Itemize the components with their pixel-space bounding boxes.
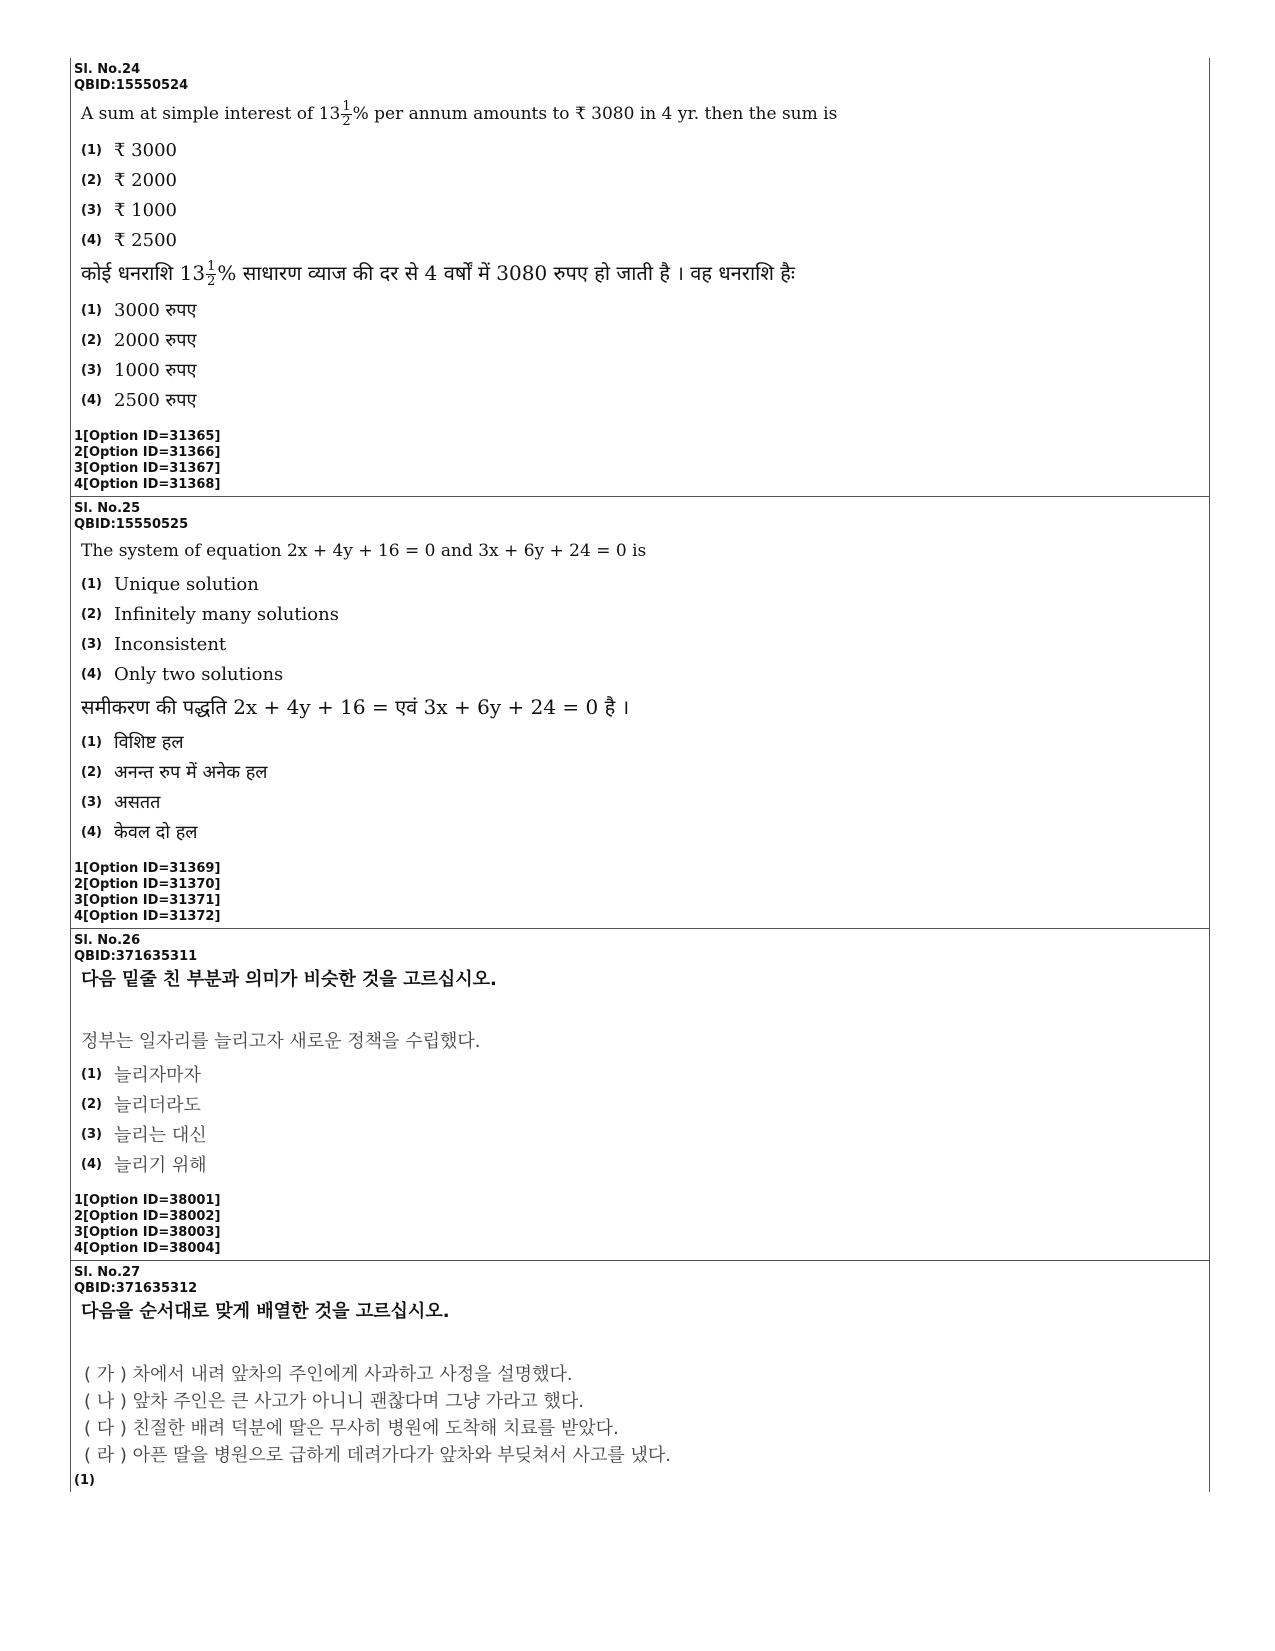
serial-number: Sl. No.25 — [74, 501, 141, 516]
option-1[interactable]: (1) ₹ 3000 — [81, 139, 177, 161]
option-2-hi[interactable]: (2) अनन्त रुप में अनेक हल — [81, 762, 268, 783]
option-3-hi[interactable]: (3) 1000 रुपए — [81, 360, 197, 381]
list-item: ( 가 ) 차에서 내려 앞차의 주인에게 사과하고 사정을 설명했다. — [84, 1364, 573, 1385]
option-ids: 1[Option ID=31369] 2[Option ID=31370] 3[Option ID=31371] 4[Option ID=31372] — [74, 861, 221, 924]
option-4[interactable]: (4) ₹ 2500 — [81, 229, 177, 251]
question-stem: 정부는 일자리를 늘리고자 새로운 정책을 수립했다. — [81, 1031, 481, 1052]
option-4[interactable]: (4) 늘리기 위해 — [81, 1155, 207, 1176]
option-2[interactable]: (2) Infinitely many solutions — [81, 603, 339, 625]
qbid: QBID:15550524 — [74, 78, 189, 93]
option-2[interactable]: (2) 늘리더라도 — [81, 1095, 201, 1116]
option-1-hi[interactable]: (1) 3000 रुपए — [81, 300, 197, 321]
option-ids: 1[Option ID=38001] 2[Option ID=38002] 3[Option ID=38003] 4[Option ID=38004] — [74, 1193, 221, 1256]
option-1[interactable]: (1) — [74, 1473, 95, 1488]
qbid: QBID:15550525 — [74, 517, 189, 532]
fraction: $\frac{1}{2}$ — [342, 99, 351, 129]
option-1[interactable]: (1) 늘리자마자 — [81, 1065, 201, 1086]
question-text-hi: कोई धनराशि 13 $\frac{1}{2}$ % साधारण व्याज की दर से 4 वर्षों में 3080 रुपए हो जाती है । वह धनराशि हैः — [81, 259, 795, 289]
option-1[interactable]: (1) Unique solution — [81, 573, 259, 595]
option-4-hi[interactable]: (4) 2500 रुपए — [81, 390, 197, 411]
list-item: ( 다 ) 친절한 배려 덕분에 딸은 무사히 병원에 도착해 치료를 받았다. — [84, 1418, 619, 1439]
list-item: ( 나 ) 앞차 주인은 큰 사고가 아니니 괜찮다며 그냥 가라고 했다. — [84, 1391, 585, 1412]
serial-number: Sl. No.26 — [74, 933, 141, 948]
serial-number: Sl. No.27 — [74, 1265, 141, 1280]
question-block-27 — [71, 1261, 1209, 1492]
option-3[interactable]: (3) ₹ 1000 — [81, 199, 177, 221]
question-sheet — [70, 58, 1210, 1492]
option-2[interactable]: (2) ₹ 2000 — [81, 169, 177, 191]
question-text-en: The system of equation 2x + 4y + 16 = 0 and 3x + 6y + 24 = 0 is — [81, 541, 647, 561]
question-text: 다음을 순서대로 맞게 배열한 것을 고르십시오. — [81, 1301, 450, 1322]
sequence-items — [74, 1361, 1209, 1469]
option-3[interactable]: (3) Inconsistent — [81, 633, 227, 655]
question-block-24 — [71, 58, 1209, 497]
option-4-hi[interactable]: (4) केवल दो हल — [81, 822, 198, 843]
option-3-hi[interactable]: (3) असतत — [81, 792, 161, 813]
qbid: QBID:371635312 — [74, 1281, 198, 1296]
question-text-hi: समीकरण की पद्धति 2x + 4y + 16 = एवं 3x + 6y + 24 = 0 है । — [81, 695, 630, 719]
option-4[interactable]: (4) Only two solutions — [81, 663, 284, 685]
option-3[interactable]: (3) 늘리는 대신 — [81, 1125, 207, 1146]
question-block-25 — [71, 497, 1209, 929]
question-block-26 — [71, 929, 1209, 1261]
option-ids: 1[Option ID=31365] 2[Option ID=31366] 3[Option ID=31367] 4[Option ID=31368] — [74, 429, 221, 492]
qbid: QBID:371635311 — [74, 949, 198, 964]
list-item: ( 라 ) 아픈 딸을 병원으로 급하게 데려가다가 앞차와 부딪쳐서 사고를 냈다. — [84, 1445, 671, 1466]
serial-number: Sl. No.24 — [74, 62, 141, 77]
option-1-hi[interactable]: (1) विशिष्ट हल — [81, 732, 184, 753]
option-2-hi[interactable]: (2) 2000 रुपए — [81, 330, 197, 351]
question-text: 다음 밑줄 친 부분과 의미가 비슷한 것을 고르십시오. — [81, 969, 497, 990]
fraction: $\frac{1}{2}$ — [207, 259, 216, 289]
question-text-en: A sum at simple interest of 13 $\frac{1}{2}$ % per annum amounts to ₹ 3080 in 4 yr. then the sum is — [81, 99, 838, 129]
